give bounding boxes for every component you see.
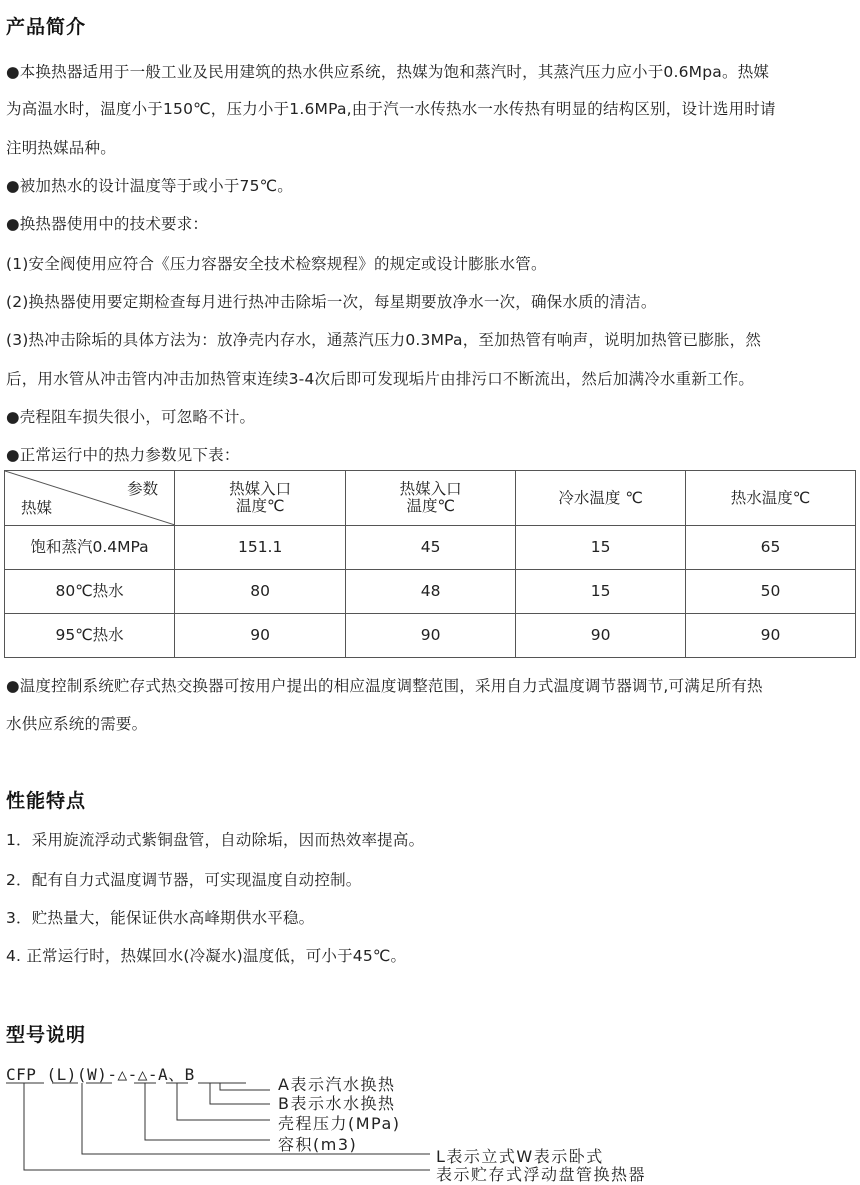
intro-line: 为高温水时，温度小于150℃，压力小于1.6MPa,由于汽一水传热水一水传热有明显的结构区别，设计选用时请 [6,100,776,118]
model-code: CFP (L)(W)-△-△-A、B [6,1065,195,1084]
table-cell: 15 [516,526,686,570]
intro-line: (1)安全阀使用应符合《压力容器安全技术检察规程》的规定或设计膨胀水管。 [6,255,547,273]
model-legend-item: L表示立式W表示卧式 [436,1147,604,1166]
table-row [5,570,856,614]
table-cell: 48 [346,570,516,614]
intro-line: ●换热器使用中的技术要求： [6,215,209,233]
intro-line: ●被加热水的设计温度等于或小于75℃。 [6,177,293,195]
feature-item: 4. 正常运行时，热媒回水(冷凝水)温度低，可小于45℃。 [6,947,407,965]
intro-line: ●壳程阻车损失很小，可忽略不计。 [6,408,256,426]
table-row [5,614,856,658]
corner-label-medium: 热媒 [21,499,53,517]
model-code-diagram [0,1058,860,1184]
corner-label-params: 参数 [127,480,159,498]
table-cell: 饱和蒸汽0.4MPa [5,526,175,570]
section-title-features: 性能特点 [6,790,87,812]
feature-item: 3．贮热量大，能保证供水高峰期供水平稳。 [6,909,315,927]
table-cell: 95℃热水 [5,614,175,658]
table-cell: 65 [686,526,856,570]
table-cell: 45 [346,526,516,570]
intro-line: (3)热冲击除垢的具体方法为：放净壳内存水，通蒸汽压力0.3MPa，至加热管有响声，说明加热管已膨胀，然 [6,331,762,349]
intro-line: 注明热媒品种。 [6,139,116,157]
table-header-cell: 热媒入口 温度℃ [175,471,346,526]
model-legend-item: 表示贮存式浮动盘管换热器 [436,1165,647,1184]
table-corner-cell [5,471,175,526]
intro-line: (2)换热器使用要定期检查每月进行热冲击除垢一次，每星期要放净水一次，确保水质的清洁。 [6,293,657,311]
table-header-cell: 热水温度℃ [686,471,856,526]
table-cell: 80℃热水 [5,570,175,614]
table-cell: 151.1 [175,526,346,570]
intro-line: ●正常运行中的热力参数见下表： [6,446,240,464]
after-table-line: 水供应系统的需要。 [6,715,148,733]
model-legend-item: A表示汽水换热 [278,1075,396,1094]
table-cell: 90 [516,614,686,658]
thermal-parameter-table [4,470,856,658]
table-header-cell: 热媒入口 温度℃ [346,471,516,526]
feature-item: 1．采用旋流浮动式紫铜盘管，自动除垢，因而热效率提高。 [6,831,425,849]
model-legend-item: 容积(m3) [278,1135,358,1154]
table-row [5,526,856,570]
table-cell: 90 [346,614,516,658]
model-leader-lines [0,1058,860,1184]
table-cell: 90 [686,614,856,658]
model-legend-item: 壳程压力(MPa) [278,1114,401,1133]
intro-line: 后，用水管从冲击管内冲击加热管束连续3-4次后即可发现垢片由排污口不断流出，然后加满冷水重新工作。 [6,370,755,388]
intro-line: ●本换热器适用于一般工业及民用建筑的热水供应系统，热媒为饱和蒸汽时，其蒸汽压力应小于0.6Mpa。热媒 [6,63,770,81]
table-cell: 90 [175,614,346,658]
model-legend-item: B表示水水换热 [278,1094,396,1113]
table-header-row [5,471,856,526]
section-title-intro: 产品简介 [6,16,87,38]
feature-item: 2．配有自力式温度调节器，可实现温度自动控制。 [6,871,362,889]
after-table-line: ●温度控制系统贮存式热交换器可按用户提出的相应温度调整范围，采用自力式温度调节器调节,可满足所有热 [6,677,763,695]
table-cell: 50 [686,570,856,614]
table-header-cell: 冷水温度 ℃ [516,471,686,526]
table-cell: 15 [516,570,686,614]
section-title-model: 型号说明 [6,1024,87,1046]
table-cell: 80 [175,570,346,614]
